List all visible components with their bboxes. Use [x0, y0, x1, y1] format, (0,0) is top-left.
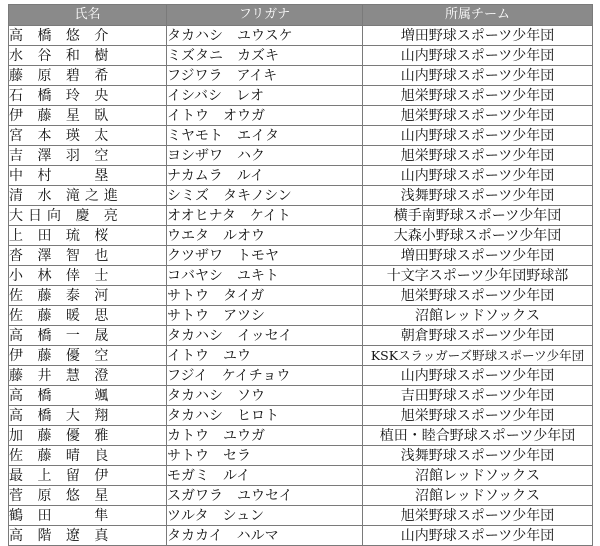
player-name-cell: 沓 澤 智 也: [9, 246, 167, 266]
player-name-cell: 大日向 慶 亮: [9, 206, 167, 226]
player-team-cell: 山内野球スポーツ少年団: [363, 526, 593, 546]
player-name-cell: 吉 澤 羽 空: [9, 146, 167, 166]
player-furigana-cell: タカカイ ハルマ: [167, 526, 363, 546]
player-furigana-cell: クツザワ トモヤ: [167, 246, 363, 266]
player-roster-table: [8, 4, 593, 546]
player-team-cell: 浅舞野球スポーツ少年団: [363, 186, 593, 206]
header-team: 所属チーム: [363, 5, 593, 26]
table-row: [9, 486, 593, 506]
player-name-cell: 高 橋 大 翔: [9, 406, 167, 426]
player-team-cell: KSKスラッガーズ野球スポーツ少年団: [363, 346, 593, 366]
player-team-cell: 増田野球スポーツ少年団: [363, 246, 593, 266]
player-name-cell: 最 上 留 伊: [9, 466, 167, 486]
player-team-cell: 旭栄野球スポーツ少年団: [363, 406, 593, 426]
player-name-cell: 高 階 遼 真: [9, 526, 167, 546]
player-team-cell: 朝倉野球スポーツ少年団: [363, 326, 593, 346]
header-name: 氏名: [9, 5, 167, 26]
table-row: [9, 506, 593, 526]
player-name-cell: 伊 藤 優 空: [9, 346, 167, 366]
player-furigana-cell: タカハシ ソウ: [167, 386, 363, 406]
table-row: [9, 106, 593, 126]
player-team-cell: 山内野球スポーツ少年団: [363, 166, 593, 186]
player-team-cell: 山内野球スポーツ少年団: [363, 366, 593, 386]
player-furigana-cell: ウエタ ルオウ: [167, 226, 363, 246]
player-furigana-cell: タカハシ ユウスケ: [167, 26, 363, 46]
header-row: [9, 5, 593, 26]
player-name-cell: 高 橋 颯: [9, 386, 167, 406]
player-furigana-cell: サトウ セラ: [167, 446, 363, 466]
table-row: [9, 426, 593, 446]
player-furigana-cell: イシバシ レオ: [167, 86, 363, 106]
table-row: [9, 526, 593, 546]
player-furigana-cell: モガミ ルイ: [167, 466, 363, 486]
player-name-cell: 中 村 塁: [9, 166, 167, 186]
table-row: [9, 406, 593, 426]
player-name-cell: 宮 本 瑛 太: [9, 126, 167, 146]
player-furigana-cell: イトウ ユウ: [167, 346, 363, 366]
player-name-cell: 高 橋 一 晟: [9, 326, 167, 346]
player-furigana-cell: サトウ アツシ: [167, 306, 363, 326]
player-furigana-cell: ヨシザワ ハク: [167, 146, 363, 166]
player-team-cell: 山内野球スポーツ少年団: [363, 66, 593, 86]
player-team-cell: 吉田野球スポーツ少年団: [363, 386, 593, 406]
player-furigana-cell: ミズタニ カズキ: [167, 46, 363, 66]
player-team-cell: 旭栄野球スポーツ少年団: [363, 286, 593, 306]
table-row: [9, 26, 593, 46]
player-furigana-cell: ミヤモト エイタ: [167, 126, 363, 146]
player-name-cell: 石 橋 玲 央: [9, 86, 167, 106]
table-row: [9, 186, 593, 206]
table-row: [9, 466, 593, 486]
player-name-cell: 小 林 倖 士: [9, 266, 167, 286]
table-row: [9, 386, 593, 406]
player-name-cell: 加 藤 優 雅: [9, 426, 167, 446]
player-name-cell: 佐 藤 暖 思: [9, 306, 167, 326]
player-name-cell: 佐 藤 泰 河: [9, 286, 167, 306]
table-header: [9, 5, 593, 26]
table-row: [9, 266, 593, 286]
table-row: [9, 46, 593, 66]
table-row: [9, 66, 593, 86]
table-row: [9, 206, 593, 226]
player-furigana-cell: コバヤシ ユキト: [167, 266, 363, 286]
table-row: [9, 346, 593, 366]
player-name-cell: 藤 井 慧 澄: [9, 366, 167, 386]
table-row: [9, 86, 593, 106]
player-furigana-cell: オオヒナタ ケイト: [167, 206, 363, 226]
player-team-cell: 横手南野球スポーツ少年団: [363, 206, 593, 226]
player-furigana-cell: ツルタ シュン: [167, 506, 363, 526]
player-name-cell: 藤 原 碧 希: [9, 66, 167, 86]
table-row: [9, 366, 593, 386]
player-furigana-cell: タカハシ ヒロト: [167, 406, 363, 426]
table-row: [9, 146, 593, 166]
player-team-cell: 浅舞野球スポーツ少年団: [363, 446, 593, 466]
player-furigana-cell: タカハシ イッセイ: [167, 326, 363, 346]
table-row: [9, 326, 593, 346]
table-row: [9, 286, 593, 306]
player-team-cell: 旭栄野球スポーツ少年団: [363, 506, 593, 526]
table-row: [9, 126, 593, 146]
player-team-cell: 増田野球スポーツ少年団: [363, 26, 593, 46]
header-furigana: フリガナ: [167, 5, 363, 26]
player-furigana-cell: サトウ タイガ: [167, 286, 363, 306]
player-name-cell: 伊 藤 星 臥: [9, 106, 167, 126]
player-name-cell: 清 水 滝之進: [9, 186, 167, 206]
player-furigana-cell: カトウ ユウガ: [167, 426, 363, 446]
table-row: [9, 226, 593, 246]
table-row: [9, 166, 593, 186]
player-name-cell: 鶴 田 隼: [9, 506, 167, 526]
player-name-cell: 高 橋 悠 介: [9, 26, 167, 46]
player-name-cell: 佐 藤 晴 良: [9, 446, 167, 466]
player-furigana-cell: イトウ オウガ: [167, 106, 363, 126]
player-team-cell: 沼館レッドソックス: [363, 486, 593, 506]
player-team-cell: 沼館レッドソックス: [363, 306, 593, 326]
player-furigana-cell: フジワラ アイキ: [167, 66, 363, 86]
table-body: [9, 26, 593, 546]
player-name-cell: 菅 原 悠 星: [9, 486, 167, 506]
player-team-cell: 山内野球スポーツ少年団: [363, 46, 593, 66]
table-row: [9, 306, 593, 326]
player-team-cell: 植田・睦合野球スポーツ少年団: [363, 426, 593, 446]
player-team-cell: 山内野球スポーツ少年団: [363, 126, 593, 146]
player-team-cell: 十文字スポーツ少年団野球部: [363, 266, 593, 286]
player-furigana-cell: ナカムラ ルイ: [167, 166, 363, 186]
player-team-cell: 大森小野球スポーツ少年団: [363, 226, 593, 246]
player-team-cell: 沼館レッドソックス: [363, 466, 593, 486]
player-furigana-cell: スガワラ ユウセイ: [167, 486, 363, 506]
player-name-cell: 水 谷 和 樹: [9, 46, 167, 66]
player-name-cell: 上 田 琉 桜: [9, 226, 167, 246]
player-furigana-cell: シミズ タキノシン: [167, 186, 363, 206]
player-team-cell: 旭栄野球スポーツ少年団: [363, 146, 593, 166]
player-team-cell: 旭栄野球スポーツ少年団: [363, 86, 593, 106]
player-team-cell: 旭栄野球スポーツ少年団: [363, 106, 593, 126]
player-furigana-cell: フジイ ケイチョウ: [167, 366, 363, 386]
table-row: [9, 446, 593, 466]
table-row: [9, 246, 593, 266]
